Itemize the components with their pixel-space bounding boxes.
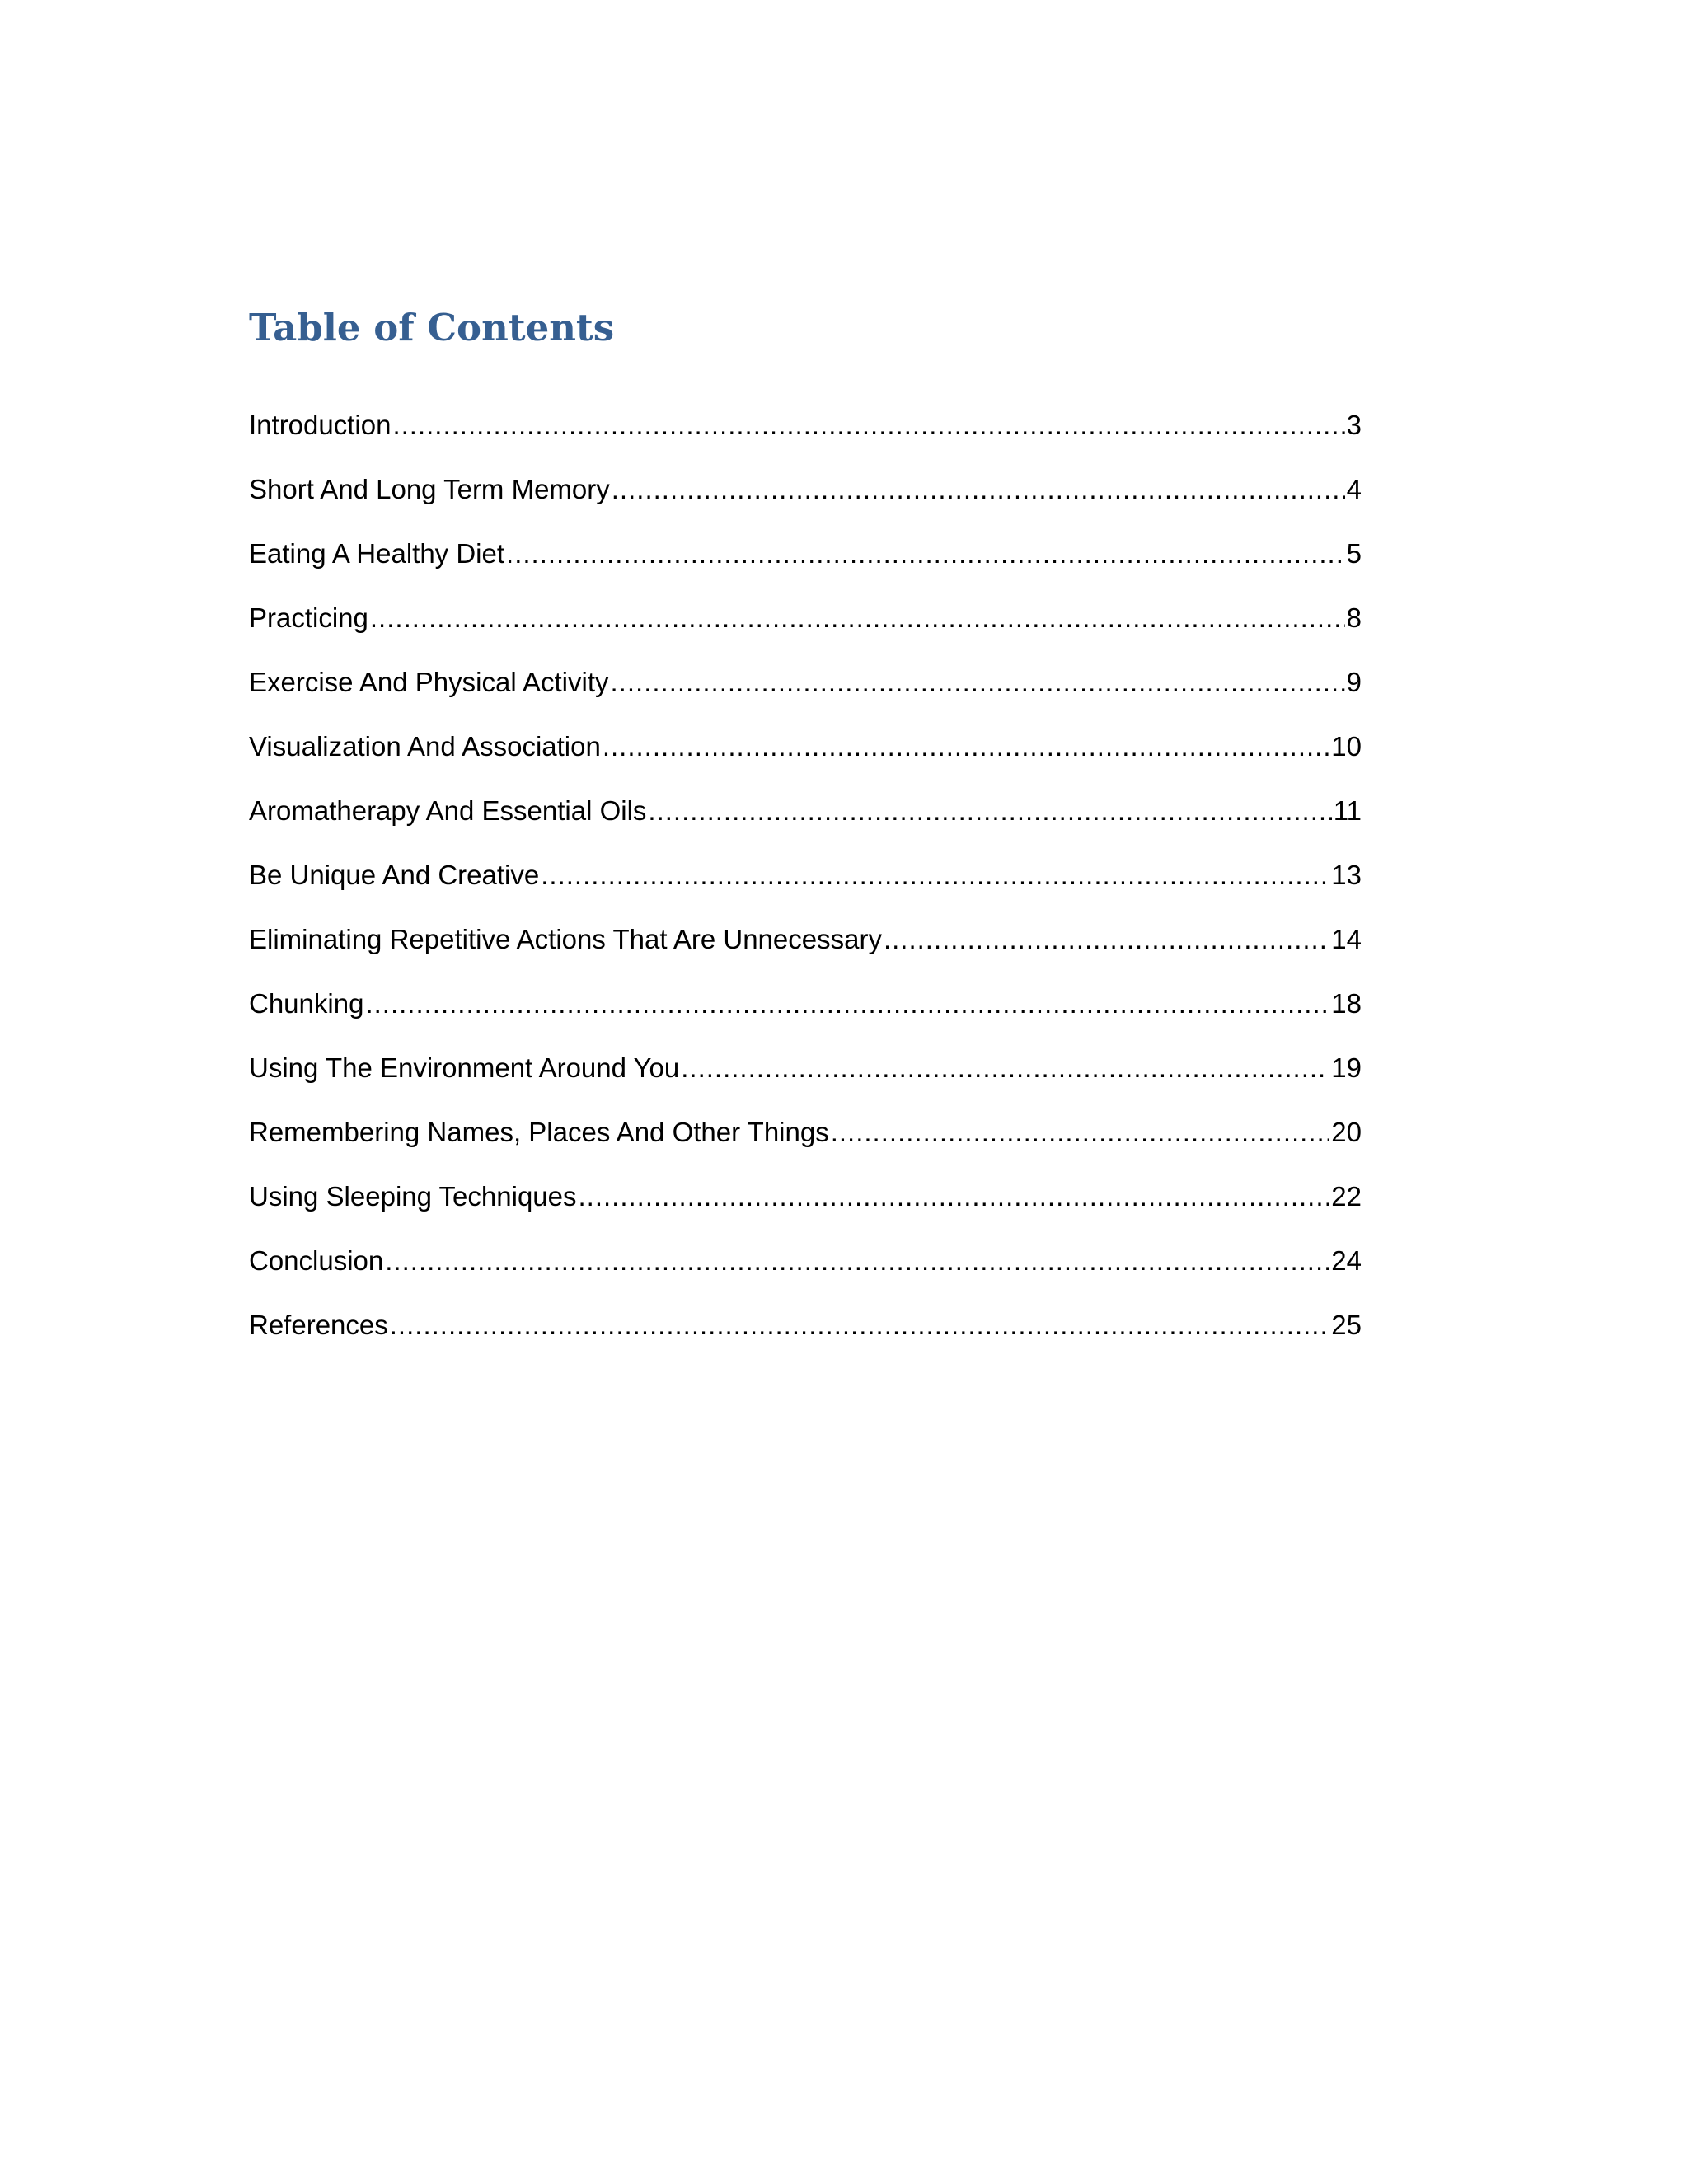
toc-entry-label: Visualization And Association (249, 731, 601, 762)
toc-dot-leader (579, 1177, 1330, 1216)
toc-entry-label: Eating A Healthy Diet (249, 538, 505, 569)
toc-entry[interactable] (249, 1113, 1362, 1177)
toc-entry-page: 4 (1346, 474, 1362, 504)
toc-dot-leader (612, 470, 1345, 509)
toc-entry[interactable] (249, 1305, 1362, 1370)
toc-entry[interactable] (249, 791, 1362, 855)
toc-entry-label: Remembering Names, Places And Other Things (249, 1117, 829, 1147)
toc-entry[interactable] (249, 984, 1362, 1048)
toc-entry-label: Eliminating Repetitive Actions That Are Unnecessary (249, 924, 882, 954)
toc-entry-label: Using The Environment Around You (249, 1052, 680, 1083)
toc-dot-leader (370, 598, 1345, 638)
toc-entry-page: 9 (1346, 667, 1362, 697)
toc-entry-page: 10 (1331, 731, 1362, 762)
toc-dot-leader (541, 855, 1329, 895)
toc-dot-leader (831, 1113, 1330, 1152)
toc-entry[interactable] (249, 1177, 1362, 1241)
toc-entry[interactable] (249, 1241, 1362, 1305)
toc-entry-label: Introduction (249, 410, 392, 440)
toc-entry[interactable] (249, 663, 1362, 727)
toc-entry-page: 13 (1331, 860, 1362, 890)
toc-dot-leader (681, 1048, 1329, 1088)
toc-entry-page: 8 (1346, 602, 1362, 633)
toc-entry-page: 25 (1331, 1310, 1362, 1340)
toc-dot-leader (390, 1305, 1330, 1345)
toc-entry-label: Conclusion (249, 1245, 384, 1276)
toc-entry-label: Using Sleeping Techniques (249, 1181, 577, 1212)
toc-dot-leader (385, 1241, 1329, 1281)
toc-dot-leader (603, 727, 1329, 766)
toc-entry-label: Aromatherapy And Essential Oils (249, 795, 647, 826)
toc-dot-leader (648, 791, 1331, 831)
toc-entry[interactable] (249, 405, 1362, 470)
toc-entry-page: 11 (1333, 795, 1362, 826)
toc-entry-page: 24 (1331, 1245, 1362, 1276)
toc-entry-label: Be Unique And Creative (249, 860, 540, 890)
toc-entry-page: 18 (1331, 988, 1362, 1019)
toc-entry-label: Chunking (249, 988, 364, 1019)
toc-entry-page: 19 (1331, 1052, 1362, 1083)
toc-dot-leader (884, 920, 1329, 959)
toc-entry-label: Exercise And Physical Activity (249, 667, 609, 697)
toc-entry-label: Short And Long Term Memory (249, 474, 610, 504)
toc-entry-label: Practicing (249, 602, 368, 633)
toc-entry[interactable] (249, 470, 1362, 534)
toc-entry[interactable] (249, 727, 1362, 791)
toc-entry[interactable] (249, 920, 1362, 984)
toc-dot-leader (506, 534, 1345, 574)
toc-entry-label: References (249, 1310, 388, 1340)
toc-entry-page: 22 (1331, 1181, 1362, 1212)
toc-dot-leader (392, 405, 1344, 445)
toc-entry-page: 5 (1346, 538, 1362, 569)
toc-dot-leader (611, 663, 1345, 702)
toc-title: Table of Contents (249, 306, 615, 349)
toc-entry[interactable] (249, 855, 1362, 920)
toc-entry-page: 3 (1346, 410, 1362, 440)
toc-entry[interactable] (249, 598, 1362, 663)
toc-entry-page: 14 (1331, 924, 1362, 954)
toc-entry-page: 20 (1331, 1117, 1362, 1147)
toc-list (249, 405, 1362, 1370)
toc-entry[interactable] (249, 534, 1362, 598)
toc-dot-leader (365, 984, 1329, 1024)
toc-entry[interactable] (249, 1048, 1362, 1113)
